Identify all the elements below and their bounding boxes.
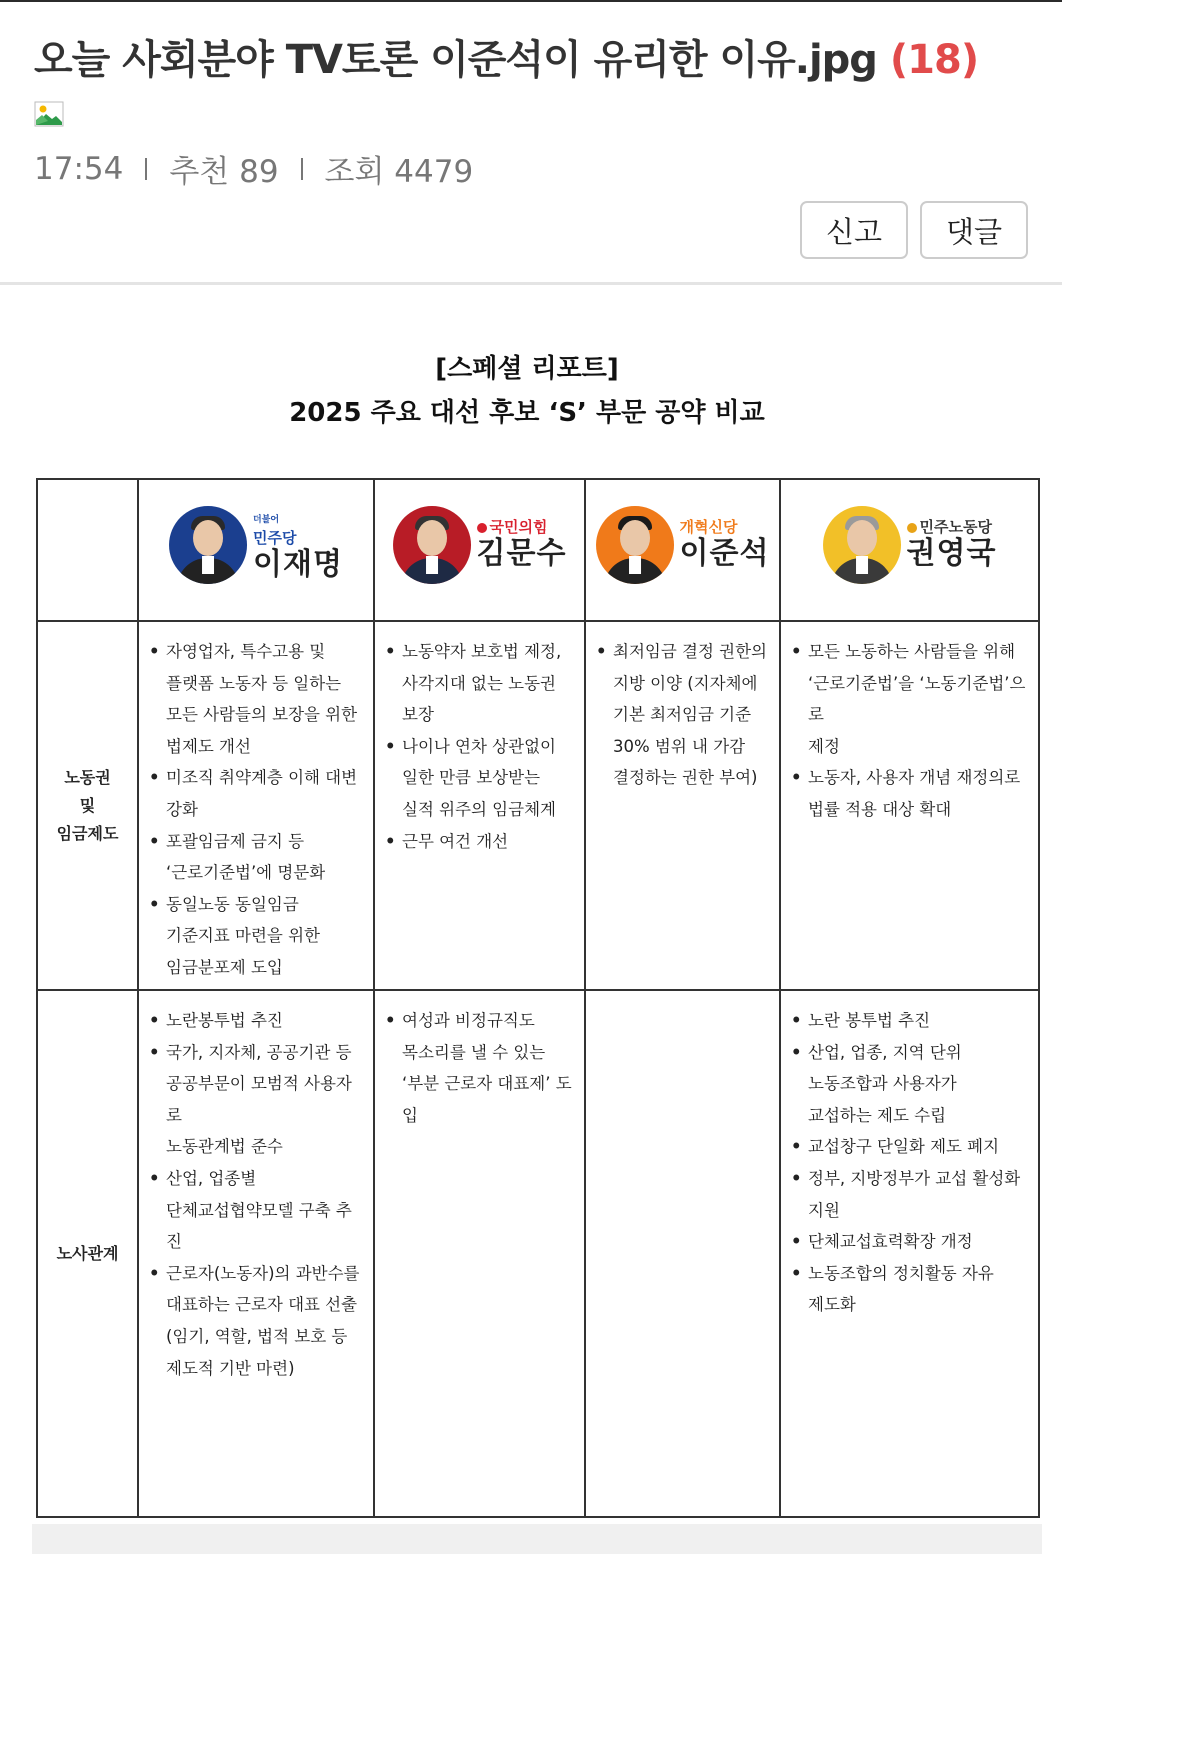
policy-cell xyxy=(374,621,585,990)
policy-item: • 노동조합의 정치활동 자유 제도화 xyxy=(789,1258,1030,1321)
recommend-count: 추천 89 xyxy=(169,154,279,190)
policy-cell xyxy=(138,621,374,990)
policy-item: • 근무 여건 개선 xyxy=(383,826,576,858)
policy-list xyxy=(375,622,584,857)
candidate-photo xyxy=(169,506,247,584)
top-border xyxy=(0,0,1062,2)
policy-cell xyxy=(374,990,585,1517)
policy-list xyxy=(375,991,584,1131)
candidate-header xyxy=(780,479,1039,621)
party-name: 개혁신당 xyxy=(679,518,738,536)
policy-item: • 미조직 취약계층 이해 대변 강화 xyxy=(147,762,365,825)
candidate-name: 이재명 xyxy=(253,546,343,582)
comment-count[interactable]: (18) xyxy=(889,37,979,83)
image-icon[interactable] xyxy=(34,101,64,127)
policy-item: • 나이나 연차 상관없이 일한 만큼 보상받는 실적 위주의 임금체계 xyxy=(383,731,576,826)
post-title-text: 오늘 사회분야 TV토론 이준석이 유리한 이유.jpg xyxy=(34,37,877,83)
candidate-photo xyxy=(823,506,901,584)
policy-item: • 국가, 지자체, 공공기관 등 공공부문이 모범적 사용자로 노동관계법 준수 xyxy=(147,1037,365,1163)
policy-comparison-table xyxy=(36,478,1040,1518)
candidate-header xyxy=(374,479,585,621)
policy-item: • 포괄임금제 금지 등 ‘근로기준법’에 명문화 xyxy=(147,826,365,889)
candidate-header xyxy=(138,479,374,621)
policy-item: • 동일노동 동일임금 기준지표 마련을 위한 임금분포제 도입 xyxy=(147,889,365,984)
policy-row-labor-rights xyxy=(37,621,1039,990)
document-subtitle: 2025 주요 대선 후보 ‘S’ 부문 공약 비교 xyxy=(289,398,765,428)
meta-separator xyxy=(145,158,147,180)
policy-item: • 자영업자, 특수고용 및 플랫폼 노동자 등 일하는 모든 사람들의 보장을 위한 법제도 개선 xyxy=(147,636,365,762)
comment-button[interactable]: 댓글 xyxy=(920,201,1028,259)
candidate-photo xyxy=(596,506,674,584)
policy-item: • 교섭창구 단일화 제도 폐지 xyxy=(789,1131,1030,1163)
policy-item: • 노란 봉투법 추진 xyxy=(789,1005,1030,1037)
policy-list xyxy=(139,991,373,1384)
policy-item: • 산업, 업종, 지역 단위 노동조합과 사용자가 교섭하는 제도 수립 xyxy=(789,1037,1030,1132)
policy-item: • 단체교섭효력확장 개정 xyxy=(789,1226,1030,1258)
policy-list xyxy=(781,991,1038,1321)
policy-list xyxy=(586,991,779,1005)
view-count: 조회 4479 xyxy=(324,154,474,190)
candidate-header xyxy=(585,479,780,621)
policy-item: • 노동자, 사용자 개념 재정의로 법률 적용 대상 확대 xyxy=(789,762,1030,825)
post-title xyxy=(34,28,1044,85)
document-title: [스페셜 리포트] xyxy=(435,354,619,384)
policy-list xyxy=(586,622,779,794)
candidate-name: 이준석 xyxy=(679,536,770,571)
post-meta xyxy=(34,146,473,191)
policy-cell xyxy=(780,990,1039,1517)
image-bottom-bar xyxy=(32,1524,1042,1554)
policy-item: • 근로자(노동자)의 과반수를 대표하는 근로자 대표 선출 (임기, 역할, 법적 보호 등 제도적 기반 마련) xyxy=(147,1258,365,1384)
post-time: 17:54 xyxy=(34,150,124,187)
policy-list xyxy=(781,622,1038,826)
party-name: 민주노동당 xyxy=(907,518,992,536)
policy-row-labor-relations xyxy=(37,990,1039,1517)
row-label: 노동권 및 임금제도 xyxy=(37,621,138,990)
header-divider xyxy=(0,282,1062,285)
policy-item: • 정부, 지방정부가 교섭 활성화 지원 xyxy=(789,1163,1030,1226)
candidate-photo xyxy=(393,506,471,584)
corner-cell xyxy=(37,479,138,621)
policy-cell xyxy=(585,621,780,990)
candidate-header-row xyxy=(37,479,1039,621)
candidate-name: 권영국 xyxy=(906,536,997,571)
policy-cell xyxy=(138,990,374,1517)
party-name: 더불어 민주당 xyxy=(253,514,297,547)
row-label: 노사관계 xyxy=(37,990,138,1517)
policy-item: • 노란봉투법 추진 xyxy=(147,1005,365,1037)
policy-list xyxy=(139,622,373,984)
meta-separator xyxy=(301,158,303,180)
policy-item: • 모든 노동하는 사람들을 위해 ‘근로기준법’을 ‘노동기준법’으로 제정 xyxy=(789,636,1030,762)
policy-cell xyxy=(780,621,1039,990)
policy-item: • 산업, 업종별 단체교섭협약모델 구축 추진 xyxy=(147,1163,365,1258)
report-button[interactable]: 신고 xyxy=(800,201,908,259)
policy-item: • 노동약자 보호법 제정, 사각지대 없는 노동권 보장 xyxy=(383,636,576,731)
policy-item: • 여성과 비정규직도 목소리를 낼 수 있는 ‘부분 근로자 대표제’ 도입 xyxy=(383,1005,576,1131)
policy-cell xyxy=(585,990,780,1517)
party-name: 국민의힘 xyxy=(477,518,548,536)
candidate-name: 김문수 xyxy=(476,536,567,571)
policy-item: • 최저임금 결정 권한의 지방 이양 (지자체에 기본 최저임금 기준 30% 범위 내 가감 결정하는 권한 부여) xyxy=(594,636,771,794)
